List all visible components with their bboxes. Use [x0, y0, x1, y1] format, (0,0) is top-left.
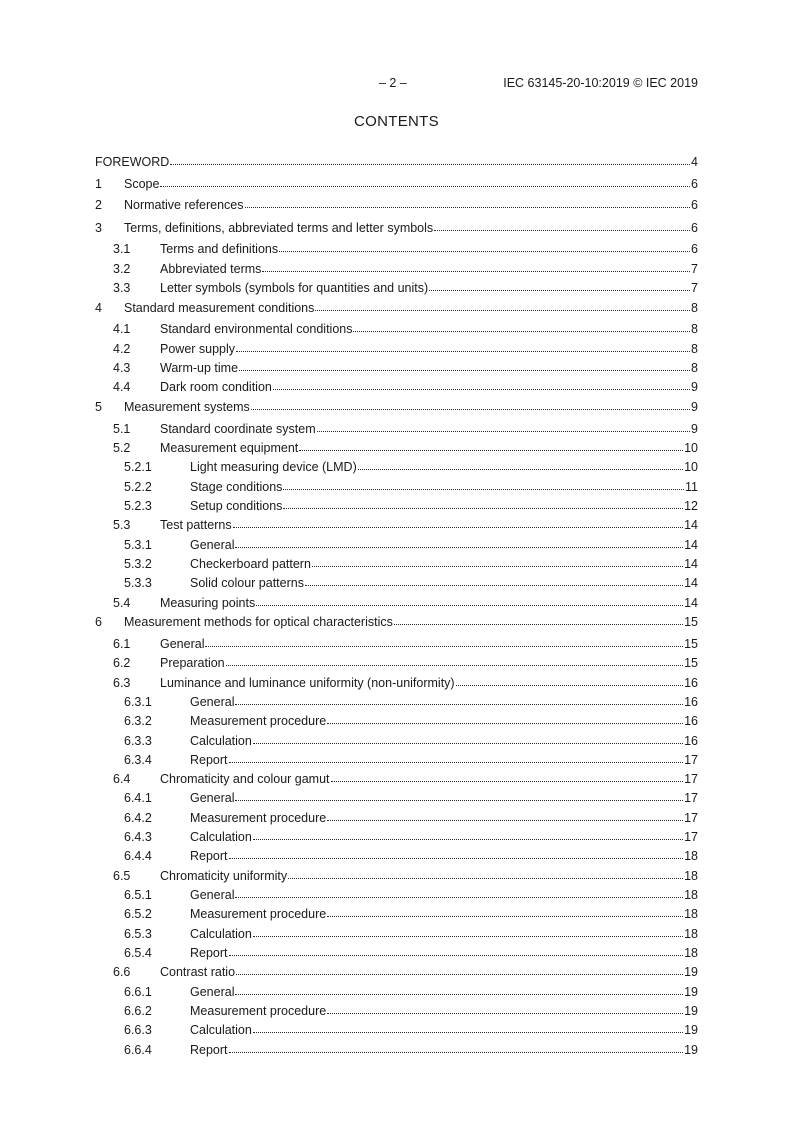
toc-entry-title: Chromaticity uniformity: [160, 869, 288, 883]
dot-leader: [236, 339, 690, 352]
toc-entry-number: 3.3: [113, 281, 131, 295]
toc-entry-page: 18: [684, 869, 698, 883]
toc-entry-title: Measurement methods for optical characteristics: [124, 615, 393, 629]
toc-entry-page: 10: [684, 441, 698, 455]
dot-leader: [327, 711, 683, 724]
toc-entry[interactable]: [95, 770, 698, 787]
toc-entry[interactable]: [95, 963, 698, 980]
dot-leader: [253, 827, 683, 840]
toc-entry[interactable]: [95, 751, 698, 768]
toc-entry[interactable]: [95, 712, 698, 729]
toc-entry-title: Power supply: [160, 342, 236, 356]
toc-entry-number: 6.2: [113, 656, 131, 670]
dot-leader: [262, 259, 690, 272]
toc-entry[interactable]: [95, 478, 698, 495]
toc-entry-title: Standard environmental conditions: [160, 322, 353, 336]
toc-entry[interactable]: [95, 260, 698, 277]
toc-entry-title: Measurement procedure: [190, 907, 327, 921]
toc-entry[interactable]: [95, 674, 698, 691]
dot-leader: [283, 477, 684, 490]
toc-entry-title: Calculation: [190, 927, 252, 941]
toc-entry-title: General: [190, 985, 235, 999]
toc-entry[interactable]: [95, 828, 698, 845]
toc-entry[interactable]: [95, 654, 698, 671]
toc-entry-title: Measurement equipment: [160, 441, 299, 455]
toc-entry-title: Warm-up time: [160, 361, 239, 375]
toc-entry-title: Test patterns: [160, 518, 232, 532]
toc-entry-page: 6: [691, 177, 698, 191]
dot-leader: [317, 419, 690, 432]
toc-entry-title: General: [160, 637, 205, 651]
toc-entry-title: Checkerboard pattern: [190, 557, 311, 571]
toc-entry-title: Solid colour patterns: [190, 576, 304, 590]
toc-entry[interactable]: [95, 279, 698, 296]
table-of-contents: [0, 143, 793, 1063]
toc-entry[interactable]: [95, 905, 698, 922]
toc-entry-title: Preparation: [160, 656, 225, 670]
dot-leader: [229, 846, 684, 859]
toc-entry-page: 9: [691, 380, 698, 394]
toc-entry-page: 14: [684, 576, 698, 590]
dot-leader: [358, 457, 683, 470]
page-header: [95, 76, 698, 92]
toc-entry-title: Measuring points: [160, 596, 256, 610]
toc-entry[interactable]: [95, 613, 698, 630]
toc-entry-number: 6.4.2: [124, 811, 152, 825]
toc-entry-number: 1: [95, 177, 102, 191]
toc-entry-number: 5.1: [113, 422, 131, 436]
toc-entry-number: 6.3.2: [124, 714, 152, 728]
toc-entry-page: 17: [684, 753, 698, 767]
toc-entry-title: General: [190, 538, 235, 552]
toc-entry-number: 6.3.3: [124, 734, 152, 748]
toc-entry-page: 8: [691, 301, 698, 315]
dot-leader: [205, 634, 683, 647]
toc-entry-page: 16: [684, 734, 698, 748]
toc-entry-page: 12: [684, 499, 698, 513]
toc-entry-page: 6: [691, 198, 698, 212]
toc-entry[interactable]: [95, 944, 698, 961]
toc-entry-page: 16: [684, 676, 698, 690]
toc-entry-page: 8: [691, 342, 698, 356]
toc-entry-number: 5.2.2: [124, 480, 152, 494]
toc-entry-page: 6: [691, 242, 698, 256]
toc-entry-title: Measurement procedure: [190, 1004, 327, 1018]
toc-entry[interactable]: [95, 378, 698, 395]
toc-entry-number: 6.6.1: [124, 985, 152, 999]
toc-entry[interactable]: [95, 299, 698, 316]
toc-entry-title: Report: [190, 946, 228, 960]
toc-entry[interactable]: [95, 420, 698, 437]
dot-leader: [229, 750, 684, 763]
toc-entry-number: 6.4.4: [124, 849, 152, 863]
toc-entry-number: 4.4: [113, 380, 131, 394]
toc-entry[interactable]: [95, 458, 698, 475]
toc-entry-title: Standard coordinate system: [160, 422, 316, 436]
toc-entry-number: 6.5.3: [124, 927, 152, 941]
toc-entry-title: Normative references: [124, 198, 244, 212]
toc-entry-page: 14: [684, 518, 698, 532]
toc-entry-page: 9: [691, 400, 698, 414]
toc-entry-page: 15: [684, 656, 698, 670]
toc-entry[interactable]: [95, 153, 698, 170]
dot-leader: [245, 195, 691, 208]
toc-entry-number: 6.3.1: [124, 695, 152, 709]
toc-entry-title: Light measuring device (LMD): [190, 460, 357, 474]
toc-entry-title: Stage conditions: [190, 480, 283, 494]
document-id: IEC 63145-20-10:2019 © IEC 2019: [503, 76, 698, 90]
dot-leader: [434, 218, 690, 231]
toc-entry-number: 5: [95, 400, 102, 414]
toc-entry[interactable]: [95, 925, 698, 942]
dot-leader: [235, 692, 683, 705]
toc-entry[interactable]: [95, 175, 698, 192]
toc-entry-number: 4.1: [113, 322, 131, 336]
toc-entry-title: Abbreviated terms: [160, 262, 262, 276]
dot-leader: [236, 962, 683, 975]
toc-entry-title: Setup conditions: [190, 499, 283, 513]
toc-entry-number: 5.2.1: [124, 460, 152, 474]
toc-entry-title: Calculation: [190, 734, 252, 748]
toc-entry-title: Standard measurement conditions: [124, 301, 315, 315]
toc-entry-number: 5.2: [113, 441, 131, 455]
toc-entry-page: 8: [691, 322, 698, 336]
toc-entry[interactable]: [95, 398, 698, 415]
toc-entry-page: 6: [691, 221, 698, 235]
toc-entry[interactable]: [95, 574, 698, 591]
dot-leader: [229, 1040, 684, 1053]
toc-entry[interactable]: [95, 732, 698, 749]
toc-entry-title: Terms and definitions: [160, 242, 279, 256]
toc-entry-number: 5.3.2: [124, 557, 152, 571]
toc-entry-page: 15: [684, 637, 698, 651]
toc-entry-page: 17: [684, 791, 698, 805]
dot-leader: [235, 788, 683, 801]
toc-entry[interactable]: [95, 867, 698, 884]
toc-entry[interactable]: [95, 219, 698, 236]
toc-entry-number: 4.3: [113, 361, 131, 375]
toc-entry-number: 6.5.1: [124, 888, 152, 902]
dot-leader: [305, 573, 683, 586]
toc-entry-number: 5.3.1: [124, 538, 152, 552]
toc-entry-page: 8: [691, 361, 698, 375]
toc-entry-number: 5.3.3: [124, 576, 152, 590]
toc-entry[interactable]: [95, 536, 698, 553]
toc-entry-title: Terms, definitions, abbreviated terms and letter symbols: [124, 221, 434, 235]
toc-entry-page: 7: [691, 281, 698, 295]
toc-entry[interactable]: [95, 340, 698, 357]
toc-entry-number: 6.1: [113, 637, 131, 651]
dot-leader: [239, 358, 690, 371]
toc-entry-page: 16: [684, 695, 698, 709]
toc-entry-title: General: [190, 695, 235, 709]
toc-entry-title: Report: [190, 753, 228, 767]
dot-leader: [331, 769, 684, 782]
toc-entry-page: 11: [685, 480, 698, 494]
dot-leader: [327, 1001, 683, 1014]
toc-entry[interactable]: [95, 594, 698, 611]
dot-leader: [170, 152, 690, 165]
toc-entry-page: 14: [684, 596, 698, 610]
toc-entry-number: 6.5.4: [124, 946, 152, 960]
toc-entry-title: Luminance and luminance uniformity (non-uniformity): [160, 676, 455, 690]
toc-entry-page: 15: [684, 615, 698, 629]
toc-entry-page: 19: [684, 1004, 698, 1018]
dot-leader: [253, 1020, 683, 1033]
toc-entry-page: 4: [691, 155, 698, 169]
toc-entry-number: 6.3.4: [124, 753, 152, 767]
toc-entry-title: Measurement procedure: [190, 714, 327, 728]
toc-entry[interactable]: [95, 439, 698, 456]
dot-leader: [251, 397, 690, 410]
toc-entry[interactable]: [95, 693, 698, 710]
toc-entry[interactable]: [95, 1021, 698, 1038]
toc-entry-page: 14: [684, 538, 698, 552]
toc-entry-number: 6.6.3: [124, 1023, 152, 1037]
dot-leader: [226, 653, 683, 666]
toc-entry[interactable]: [95, 516, 698, 533]
toc-entry[interactable]: [95, 320, 698, 337]
dot-leader: [429, 278, 690, 291]
toc-entry-page: 7: [691, 262, 698, 276]
toc-entry[interactable]: [95, 847, 698, 864]
toc-entry[interactable]: [95, 809, 698, 826]
dot-leader: [235, 982, 683, 995]
dot-leader: [273, 377, 690, 390]
toc-entry[interactable]: [95, 983, 698, 1000]
dot-leader: [283, 496, 683, 509]
toc-entry-title: Measurement systems: [124, 400, 250, 414]
toc-entry-page: 19: [684, 1023, 698, 1037]
toc-entry-number: 6.6.4: [124, 1043, 152, 1057]
toc-entry-title: Calculation: [190, 830, 252, 844]
toc-entry[interactable]: [95, 1041, 698, 1058]
toc-entry-number: 6.5.2: [124, 907, 152, 921]
toc-entry-title: Calculation: [190, 1023, 252, 1037]
toc-entry-number: 4: [95, 301, 102, 315]
toc-entry-page: 19: [684, 985, 698, 999]
toc-entry-number: 6.4: [113, 772, 131, 786]
toc-entry-title: Letter symbols (symbols for quantities and units): [160, 281, 429, 295]
toc-entry-title: FOREWORD: [95, 155, 170, 169]
toc-entry-number: 5.3: [113, 518, 131, 532]
toc-entry-page: 16: [684, 714, 698, 728]
dot-leader: [253, 731, 683, 744]
toc-entry-page: 19: [684, 965, 698, 979]
toc-entry-title: General: [190, 888, 235, 902]
toc-entry-number: 5.2.3: [124, 499, 152, 513]
dot-leader: [235, 885, 683, 898]
toc-entry-page: 19: [684, 1043, 698, 1057]
toc-entry-number: 3: [95, 221, 102, 235]
dot-leader: [456, 673, 684, 686]
toc-entry-page: 17: [684, 772, 698, 786]
toc-entry-page: 10: [684, 460, 698, 474]
toc-entry-number: 6.6: [113, 965, 131, 979]
dot-leader: [394, 612, 683, 625]
dot-leader: [288, 866, 683, 879]
toc-entry-title: Contrast ratio: [160, 965, 236, 979]
toc-entry-page: 14: [684, 557, 698, 571]
toc-entry-title: Report: [190, 1043, 228, 1057]
toc-entry-number: 5.4: [113, 596, 131, 610]
toc-entry-page: 18: [684, 927, 698, 941]
toc-entry[interactable]: [95, 240, 698, 257]
toc-entry-number: 6: [95, 615, 102, 629]
dot-leader: [279, 239, 690, 252]
toc-entry-number: 6.4.3: [124, 830, 152, 844]
toc-entry[interactable]: [95, 886, 698, 903]
toc-entry[interactable]: [95, 196, 698, 213]
toc-entry-page: 18: [684, 888, 698, 902]
dot-leader: [315, 298, 690, 311]
toc-entry-page: 18: [684, 907, 698, 921]
toc-entry-title: Dark room condition: [160, 380, 272, 394]
dot-leader: [160, 174, 690, 187]
toc-entry-number: 2: [95, 198, 102, 212]
toc-entry-page: 9: [691, 422, 698, 436]
dot-leader: [235, 535, 683, 548]
toc-entry-page: 17: [684, 830, 698, 844]
toc-entry-number: 6.3: [113, 676, 131, 690]
dot-leader: [256, 593, 683, 606]
toc-entry-number: 6.5: [113, 869, 131, 883]
toc-entry-number: 6.6.2: [124, 1004, 152, 1018]
dot-leader: [327, 904, 683, 917]
toc-entry-number: 6.4.1: [124, 791, 152, 805]
dot-leader: [233, 515, 684, 528]
toc-entry-title: Report: [190, 849, 228, 863]
toc-entry-page: 17: [684, 811, 698, 825]
toc-entry-number: 3.1: [113, 242, 131, 256]
dot-leader: [229, 943, 684, 956]
toc-entry-page: 18: [684, 849, 698, 863]
dot-leader: [327, 808, 683, 821]
toc-entry-title: General: [190, 791, 235, 805]
dot-leader: [299, 438, 683, 451]
dot-leader: [353, 319, 690, 332]
toc-entry[interactable]: [95, 635, 698, 652]
dot-leader: [253, 924, 683, 937]
toc-entry[interactable]: [95, 497, 698, 514]
toc-entry-title: Chromaticity and colour gamut: [160, 772, 330, 786]
toc-entry[interactable]: [95, 789, 698, 806]
toc-entry-title: Measurement procedure: [190, 811, 327, 825]
page-number: – 2 –: [379, 76, 407, 90]
toc-entry[interactable]: [95, 555, 698, 572]
dot-leader: [312, 554, 683, 567]
toc-entry[interactable]: [95, 359, 698, 376]
toc-entry-page: 18: [684, 946, 698, 960]
toc-entry[interactable]: [95, 1002, 698, 1019]
toc-entry-title: Scope: [124, 177, 160, 191]
toc-entry-number: 3.2: [113, 262, 131, 276]
toc-entry-number: 4.2: [113, 342, 131, 356]
page-title: CONTENTS: [354, 113, 439, 130]
